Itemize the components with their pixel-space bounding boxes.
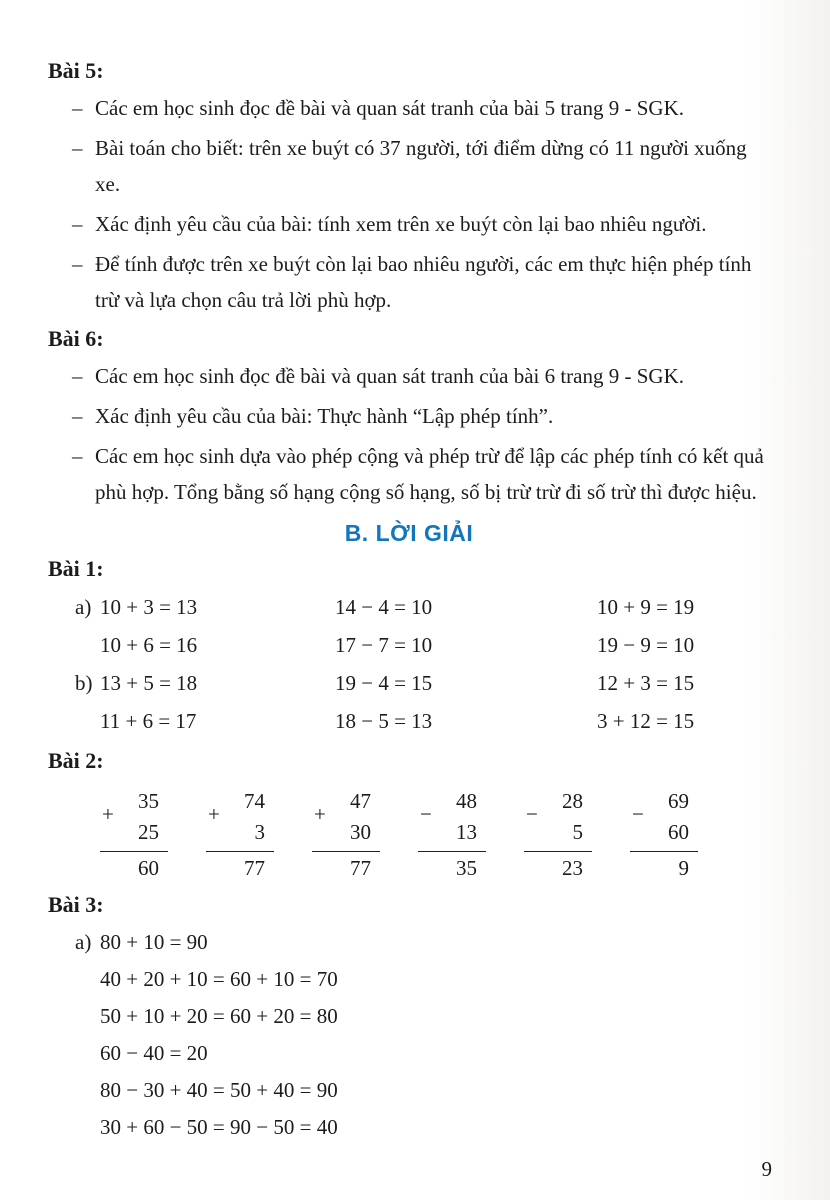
result: 35 [456,856,477,880]
bullet-dash: – [72,444,83,468]
equation: 19 − 4 = 15 [335,671,433,695]
equation: 19 − 9 = 10 [597,633,695,657]
vertical-problem [630,786,698,884]
bullet-dash: – [72,96,83,120]
operand-top: 48 [456,789,477,813]
operator-sign: − [526,802,538,826]
bai1-row [75,626,770,664]
bullet-dash: – [72,136,83,160]
row-label: a) [75,595,92,619]
bai1-heading: Bài 1: [48,556,104,581]
operator-sign: − [632,802,644,826]
equation: 11 + 6 = 17 [100,709,197,733]
bai3-line [75,1035,770,1072]
equation: 3 + 12 = 15 [597,709,695,733]
equation: 10 + 6 = 16 [100,633,198,657]
operator-sign: + [102,802,114,826]
vertical-problem [100,786,168,884]
list-item [72,358,770,394]
bullet-dash: – [72,404,83,428]
bai6-heading: Bài 6: [48,326,104,351]
bai5-heading: Bài 5: [48,58,104,83]
equation: 18 − 5 = 13 [335,709,433,733]
equation: 30 + 60 − 50 = 90 − 50 = 40 [100,1115,338,1139]
operand-top: 35 [138,789,159,813]
result: 77 [350,856,371,880]
bai3-line [75,924,770,961]
equation: 80 + 10 = 90 [100,930,208,954]
operand-bottom: 60 [668,820,689,844]
solutions-section-heading: B. LỜI GIẢI [344,520,474,546]
equation: 60 − 40 = 20 [100,1041,208,1065]
bullet-dash: – [72,364,83,388]
list-item [72,130,770,202]
result: 60 [138,856,159,880]
result: 23 [562,856,583,880]
operand-top: 28 [562,789,583,813]
vertical-problem [312,786,380,884]
operand-bottom: 5 [572,820,583,844]
list-item [72,90,770,126]
equation: 12 + 3 = 15 [597,671,695,695]
page-number: 9 [761,1157,772,1181]
row-label [75,1072,100,1109]
equation: 14 − 4 = 10 [335,595,433,619]
equation: 40 + 20 + 10 = 60 + 10 = 70 [100,967,338,991]
list-item [72,206,770,242]
list-item-text: Các em học sinh đọc đề bài và quan sát tranh của bài 6 trang 9 - SGK. [95,364,684,388]
bai3-line [75,961,770,998]
equation: 13 + 5 = 18 [100,671,198,695]
list-item-text: Xác định yêu cầu của bài: tính xem trên xe buýt còn lại bao nhiêu người. [95,212,707,236]
bai3-heading: Bài 3: [48,892,104,917]
list-item [72,438,770,510]
bai2-heading: Bài 2: [48,748,104,773]
row-label [75,702,100,740]
bai1-row [75,702,770,740]
bullet-dash: – [72,252,83,276]
row-label [75,1109,100,1146]
equation: 17 − 7 = 10 [335,633,433,657]
vertical-problem [206,786,274,884]
bai2-problems [100,786,770,884]
row-label: b) [75,671,93,695]
bai1-row [75,588,770,626]
list-item-text: Để tính được trên xe buýt còn lại bao nhiêu người, các em thực hiện phép tính trừ và lựa chọn câu trả lời phù hợp. [95,252,752,312]
equation: 50 + 10 + 20 = 60 + 20 = 80 [100,1004,338,1028]
bai3-line [75,998,770,1035]
operator-sign: + [314,802,326,826]
bai3-line [75,1072,770,1109]
equation: 80 − 30 + 40 = 50 + 40 = 90 [100,1078,338,1102]
bai1-row [75,664,770,702]
row-label: a) [75,930,92,954]
equation: 10 + 3 = 13 [100,595,198,619]
operand-top: 74 [244,789,265,813]
row-label [75,998,100,1035]
result: 9 [678,856,689,880]
operand-bottom: 25 [138,820,159,844]
operand-top: 47 [350,789,371,813]
vertical-problem [418,786,486,884]
result: 77 [244,856,265,880]
operator-sign: + [208,802,220,826]
bai3-line [75,1109,770,1146]
list-item-text: Xác định yêu cầu của bài: Thực hành “Lập phép tính”. [95,404,554,428]
bullet-dash: – [72,212,83,236]
vertical-problem [524,786,592,884]
operand-bottom: 30 [350,820,371,844]
equation: 10 + 9 = 19 [597,595,695,619]
list-item-text: Bài toán cho biết: trên xe buýt có 37 người, tới điểm dừng có 11 người xuống xe. [95,136,747,196]
row-label [75,961,100,998]
operator-sign: − [420,802,432,826]
list-item-text: Các em học sinh đọc đề bài và quan sát tranh của bài 5 trang 9 - SGK. [95,96,684,120]
list-item-text: Các em học sinh dựa vào phép cộng và phép trừ để lập các phép tính có kết quả phù hợp. Tổng bằng số hạng cộng số hạng, số bị trừ trừ đi số trừ thì được hiệu. [95,444,764,504]
row-label [75,1035,100,1072]
list-item [72,246,770,318]
list-item [72,398,770,434]
row-label [75,626,100,664]
operand-top: 69 [668,789,689,813]
operand-bottom: 13 [456,820,477,844]
operand-bottom: 3 [254,820,265,844]
